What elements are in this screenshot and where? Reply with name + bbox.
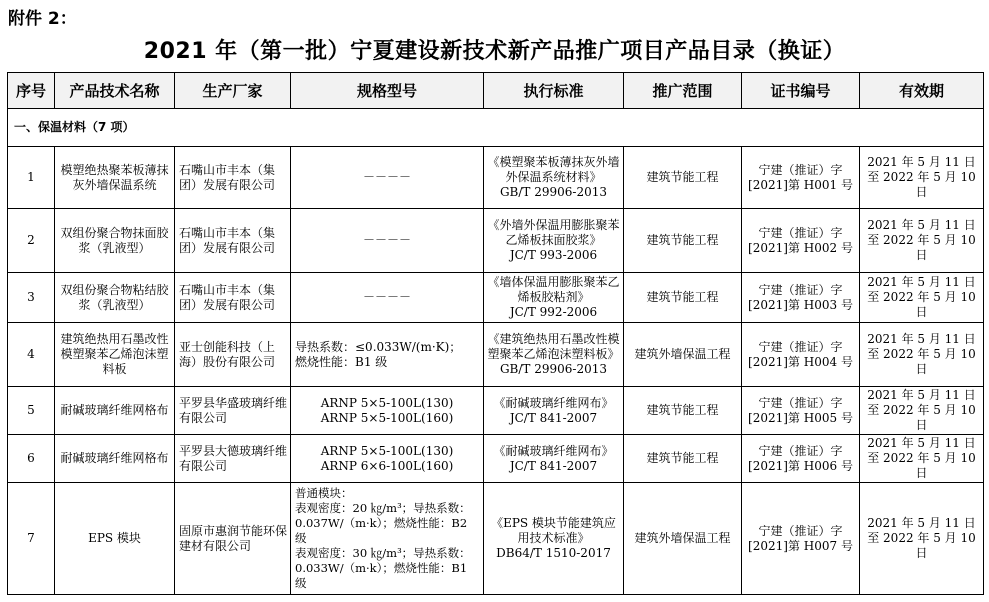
row-name: EPS 模块	[55, 483, 175, 595]
row-maker: 石嘴山市丰本（集团）发展有限公司	[175, 147, 291, 209]
product-catalog-table	[7, 72, 984, 595]
header-cell-name: 产品技术名称	[55, 73, 175, 109]
section-row	[8, 109, 984, 147]
row-cert: 宁建（推证）字 [2021]第 H003 号	[742, 273, 860, 323]
row-valid: 2021 年 5 月 11 日 至 2022 年 5 月 10 日	[860, 387, 984, 435]
row-maker: 亚士创能科技（上海）股份有限公司	[175, 323, 291, 387]
table-row	[8, 483, 984, 595]
row-name: 耐碱玻璃纤维网格布	[55, 387, 175, 435]
row-valid: 2021 年 5 月 11 日 至 2022 年 5 月 10 日	[860, 483, 984, 595]
row-name: 双组份聚合物抹面胶浆（乳液型）	[55, 209, 175, 273]
table-row	[8, 147, 984, 209]
section-title: 一、保温材料（7 项）	[8, 109, 984, 147]
row-no: 7	[8, 483, 55, 595]
row-spec: －－－－	[291, 273, 484, 323]
header-cell-valid: 有效期	[860, 73, 984, 109]
row-name: 耐碱玻璃纤维网格布	[55, 435, 175, 483]
row-spec: －－－－	[291, 209, 484, 273]
header-cell-cert: 证书编号	[742, 73, 860, 109]
row-cert: 宁建（推证）字 [2021]第 H004 号	[742, 323, 860, 387]
header-cell-standard: 执行标准	[484, 73, 624, 109]
row-standard: 《耐碱玻璃纤维网布》 JC/T 841-2007	[484, 435, 624, 483]
row-valid: 2021 年 5 月 11 日 至 2022 年 5 月 10 日	[860, 209, 984, 273]
row-no: 6	[8, 435, 55, 483]
row-cert: 宁建（推证）字 [2021]第 H006 号	[742, 435, 860, 483]
document-title: 2021 年（第一批）宁夏建设新技术新产品推广项目产品目录（换证）	[143, 39, 846, 64]
row-maker: 石嘴山市丰本（集团）发展有限公司	[175, 273, 291, 323]
row-spec: ARNP 5×5-100L(130) ARNP 5×5-100L(160)	[291, 387, 484, 435]
row-cert: 宁建（推证）字 [2021]第 H002 号	[742, 209, 860, 273]
row-maker: 平罗县大德玻璃纤维有限公司	[175, 435, 291, 483]
row-scope: 建筑节能工程	[624, 273, 742, 323]
row-scope: 建筑节能工程	[624, 209, 742, 273]
table-row	[8, 387, 984, 435]
attachment-label: 附件 2：	[8, 9, 77, 29]
table-row	[8, 435, 984, 483]
row-valid: 2021 年 5 月 11 日 至 2022 年 5 月 10 日	[860, 273, 984, 323]
row-maker: 平罗县华盛玻璃纤维有限公司	[175, 387, 291, 435]
row-spec: 普通模块： 表观密度：20 ㎏/m³；导热系数：0.037W/（m·k）；燃烧性能：B2 级 表观密度：30 ㎏/m³；导热系数：0.033W/（m·k）；燃烧性能：B1 级	[291, 483, 484, 595]
row-name: 建筑绝热用石墨改性模塑聚苯乙烯泡沫塑料板	[55, 323, 175, 387]
row-spec: －－－－	[291, 147, 484, 209]
row-standard: 《EPS 模块节能建筑应用技术标准》 DB64/T 1510-2017	[484, 483, 624, 595]
row-no: 5	[8, 387, 55, 435]
row-cert: 宁建（推证）字 [2021]第 H007 号	[742, 483, 860, 595]
header-cell-spec: 规格型号	[291, 73, 484, 109]
row-scope: 建筑外墙保温工程	[624, 483, 742, 595]
table-row	[8, 323, 984, 387]
row-maker: 固原市惠润节能环保建材有限公司	[175, 483, 291, 595]
row-spec: ARNP 5×5-100L(130) ARNP 6×6-100L(160)	[291, 435, 484, 483]
row-standard: 《模塑聚苯板薄抹灰外墙外保温系统材料》 GB/T 29906-2013	[484, 147, 624, 209]
row-valid: 2021 年 5 月 11 日 至 2022 年 5 月 10 日	[860, 323, 984, 387]
row-cert: 宁建（推证）字 [2021]第 H005 号	[742, 387, 860, 435]
header-cell-maker: 生产厂家	[175, 73, 291, 109]
row-scope: 建筑节能工程	[624, 387, 742, 435]
table-header-row	[8, 73, 984, 109]
row-maker: 石嘴山市丰本（集团）发展有限公司	[175, 209, 291, 273]
row-standard: 《建筑绝热用石墨改性模塑聚苯乙烯泡沫塑料板》 GB/T 29906-2013	[484, 323, 624, 387]
row-standard: 《耐碱玻璃纤维网布》 JC/T 841-2007	[484, 387, 624, 435]
row-name: 模塑绝热聚苯板薄抹灰外墙保温系统	[55, 147, 175, 209]
row-standard: 《墙体保温用膨胀聚苯乙烯板胶粘剂》 JC/T 992-2006	[484, 273, 624, 323]
row-name: 双组份聚合物粘结胶浆（乳液型）	[55, 273, 175, 323]
header-cell-no: 序号	[8, 73, 55, 109]
row-valid: 2021 年 5 月 11 日 至 2022 年 5 月 10 日	[860, 147, 984, 209]
row-spec: 导热系数：≤0.033W/(m·K)； 燃烧性能：B1 级	[291, 323, 484, 387]
row-valid: 2021 年 5 月 11 日 至 2022 年 5 月 10 日	[860, 435, 984, 483]
row-cert: 宁建（推证）字 [2021]第 H001 号	[742, 147, 860, 209]
row-no: 2	[8, 209, 55, 273]
row-no: 3	[8, 273, 55, 323]
table-row	[8, 209, 984, 273]
row-standard: 《外墙外保温用膨胀聚苯乙烯板抹面胶浆》 JC/T 993-2006	[484, 209, 624, 273]
row-no: 1	[8, 147, 55, 209]
row-no: 4	[8, 323, 55, 387]
row-scope: 建筑外墙保温工程	[624, 323, 742, 387]
table-row	[8, 273, 984, 323]
row-scope: 建筑节能工程	[624, 147, 742, 209]
row-scope: 建筑节能工程	[624, 435, 742, 483]
header-cell-scope: 推广范围	[624, 73, 742, 109]
